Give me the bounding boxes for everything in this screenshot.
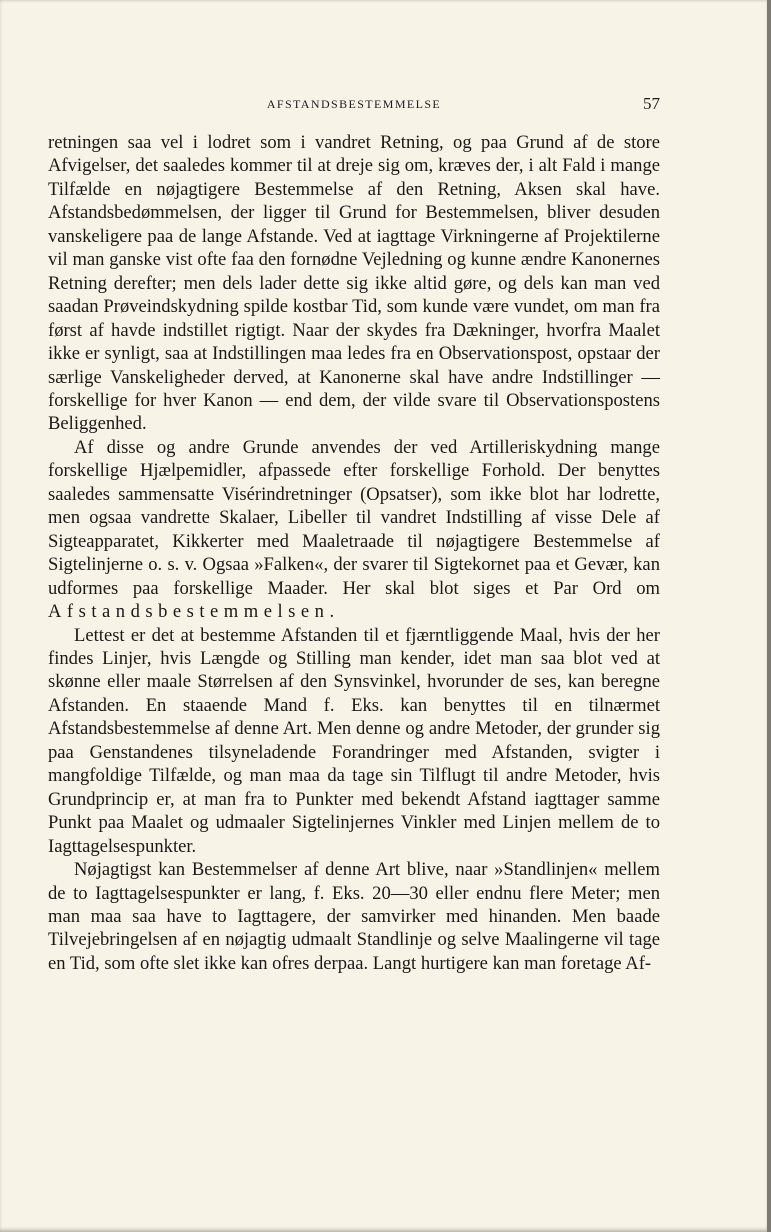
paragraph-1: retningen saa vel i lodret som i vandret Retning, og paa Grund af de store Afvigelser, det saaledes kommer til at dreje sig om, kræves der, i alt Fald i mange Tilfælde en nøjagtigere Bestemmelse af den Retning, Aksen skal have. Afstandsbedømmelsen, der ligger til Grund for Bestemmelsen, bliver desuden vanskeligere paa de lange Afstande. Ved at iagttage Virkningerne af Projektilerne vil man ganske vist ofte faa den fornødne Vejledning og kunne ændre Kanonernes Retning derefter; men dels lader dette sig ikke altid gøre, og dels kan man ved saadan Prøveindskydning spilde kostbar Tid, som kunde være vundet, om man fra først af havde indstillet rigtigt. Naar der skydes fra Dækninger, hvorfra Maalet ikke er synligt, saa at Indstillingen maa ledes fra en Observationspost, opstaar der særlige Vanskeligheder derved, at Kanonerne skal have andre Indstillinger — forskellige for hver Kanon — end dem, der vilde svare til Observationspostens Beliggenhed. bbox=[48, 132, 660, 435]
paragraph-2-end: . bbox=[329, 601, 335, 623]
paragraph-4: Nøjagtigst kan Bestemmelser af denne Art blive, naar »Standlinjen« mellem de to Iagttagelsespunkter er lang, f. Eks. 20—30 eller endnu flere Meter; men man maa saa have to Iagttagere, der samvirker med hinanden. Men baade Tilvejebringelsen af en nøjagtig udmaalt Standlinje og selve Maalingerne vil tage en Tid, som ofte slet ikke kan ofres derpaa. Langt hurtigere kan man foretage Af- bbox=[48, 859, 660, 974]
paragraph-2 bbox=[48, 436, 660, 624]
running-title: AFSTANDSBESTEMMELSE bbox=[266, 97, 442, 111]
page-edge-shadow bbox=[767, 0, 771, 1232]
body-text bbox=[48, 131, 660, 975]
spaced-term: Afstandsbestemmelsen bbox=[48, 601, 330, 623]
paragraph-3: Lettest er det at bestemme Afstanden til et fjærntliggende Maal, hvis der her findes Linjer, hvis Længde og Stilling man kender, idet man saa blot ved at skønne eller maale Størrelsen af den Synsvinkel, hvorunder de ses, kan beregne Afstanden. En staaende Mand f. Eks. kan benyttes til en tilnærmet Afstandsbestemmelse af denne Art. Men denne og andre Metoder, der grunder sig paa Genstandenes tilsyneladende Forandringer med Afstanden, svigter i mangfoldige Tilfælde, og man maa da tage sin Tilflugt til andre Metoder, hvis Grundprincip er, at man fra to Punkter med bekendt Afstand iagttager samme Punkt paa Maalet og udmaaler Sigtelinjernes Vinkler med Linjen mellem de to Iagttagelsespunkter. bbox=[48, 624, 660, 857]
page-header bbox=[48, 94, 660, 116]
page-number: 57 bbox=[643, 94, 660, 113]
paragraph-2-text: Af disse og andre Grunde anvendes der ved Artilleriskydning mange forskellige Hjælpemidler, afpassede efter forskellige Forhold. Der benyttes saaledes sammensatte Visérindretninger (Opsatser), som ikke blot har lodrette, men ogsaa vandrette Skalaer, Libeller til vandret Indstilling af visse Dele af Sigteapparatet, Kikkerter med Maaletraade til nøjagtigere Bestemmelse af Sigtelinjerne o. s. v. Ogsaa »Falken«, der svarer til Sigtekornet paa et Gevær, kan udformes paa forskellige Maader. Her skal blot siges et Par Ord om bbox=[48, 436, 660, 599]
